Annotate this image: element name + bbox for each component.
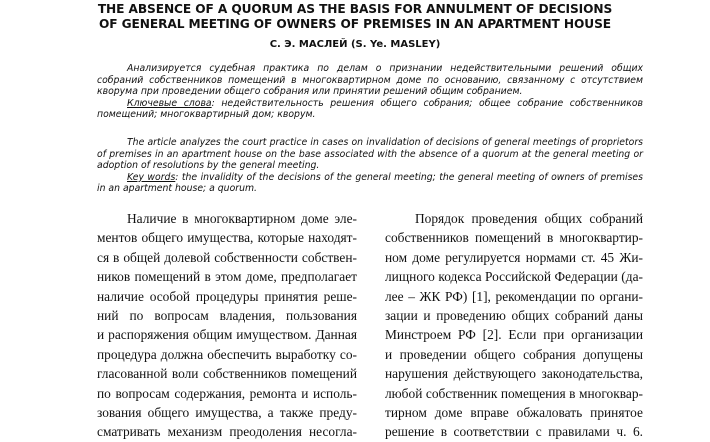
- abstract-ru-text: Анализируется судебная практика по делам о признании недействительными решений общих собраний собственников помещений в многоквартирном доме по основанию, связанному с отсутствием кворума при проведении общего собрания или принятии решений общим собранием.: [97, 63, 643, 98]
- body-line: ся в общей долевой собственности собствен-: [97, 249, 357, 265]
- body-line: ном доме регулируется нормами ст. 45 Жи-: [385, 249, 643, 265]
- body-line: любой собственник помещения в многоквар-: [385, 385, 643, 401]
- body-line: нарушения действующего законодательства,: [385, 366, 643, 382]
- body-line: Минстроем РФ [2]. Если при организации: [385, 327, 643, 343]
- body-line: сматривать механизм преодоления несогла-: [97, 424, 357, 440]
- body-line: тирном доме вправе обжаловать принятое: [385, 404, 643, 420]
- body-line: процедура должна обеспечить выработку со-: [97, 346, 357, 362]
- body-line: наличие особой процедуры принятия реше-: [97, 288, 357, 304]
- body-line: Порядок проведения общих собраний: [415, 211, 643, 226]
- title-line-2: OF GENERAL MEETING OF OWNERS OF PREMISES IN AN APARTMENT HOUSE: [99, 17, 611, 31]
- keywords-en-text: : the invalidity of the decisions of the general meeting; the general meeting of owners of premises in an apartment house; a quorum.: [97, 171, 643, 195]
- body-line: решение в соответствии с правилами ч. 6.: [385, 424, 643, 440]
- body-line: Наличие в многоквартирном доме эле-: [127, 211, 357, 226]
- body-line: гласованной воли собственников помещений: [97, 366, 357, 382]
- author: С. Э. МАСЛЕЙ (S. Ye. MASLEY): [269, 39, 441, 50]
- body-line: ментов общего имущества, которые находят-: [97, 230, 357, 246]
- body-line: зования общего имущества, а также преду-: [97, 404, 357, 420]
- abstract-english: [97, 137, 643, 195]
- title-line-1: THE ABSENCE OF A QUORUM AS THE BASIS FOR ANNULMENT OF DECISIONS: [97, 2, 613, 16]
- keywords-en: [97, 172, 643, 195]
- body-line: и распоряжения общим имуществом. Данная: [97, 327, 357, 343]
- body-column-right: [385, 209, 643, 442]
- body-line: и проведении общего собрания допущены: [385, 346, 643, 362]
- keywords-ru: [97, 98, 643, 121]
- body-line: лее – ЖК РФ) [1], рекомендации по органи-: [385, 288, 643, 304]
- keywords-ru-label: Ключевые слова: [127, 97, 212, 109]
- abstract-russian: [97, 63, 643, 121]
- keywords-en-label: Key words: [127, 171, 176, 183]
- body-column-left: [97, 209, 357, 442]
- body-line: лищного кодекса Российской Федерации (да-: [385, 269, 643, 285]
- body-line: ников помещений в этом доме, предполагает: [97, 269, 357, 285]
- body-line: по вопросам содержания, ремонта и исполь-: [97, 385, 357, 401]
- body-line: ний по вопросам владения, пользования: [97, 307, 357, 323]
- body-line: собственников помещений в многоквартир-: [385, 230, 643, 246]
- abstract-en-text: The article analyzes the court practice in cases on invalidation of decisions of general meetings of proprietors of premises in an apartment house on the base associated with the absence of a quorum at the general meeting or adoption of resolutions by the general meeting.: [97, 137, 643, 172]
- body-line: зации и проведению общих собраний даны: [385, 307, 643, 323]
- keywords-ru-text: : недействительность решения общего собрания; общее собрание собственников помещений; многоквартирный дом; кворум.: [97, 97, 643, 121]
- article-title: [0, 2, 710, 32]
